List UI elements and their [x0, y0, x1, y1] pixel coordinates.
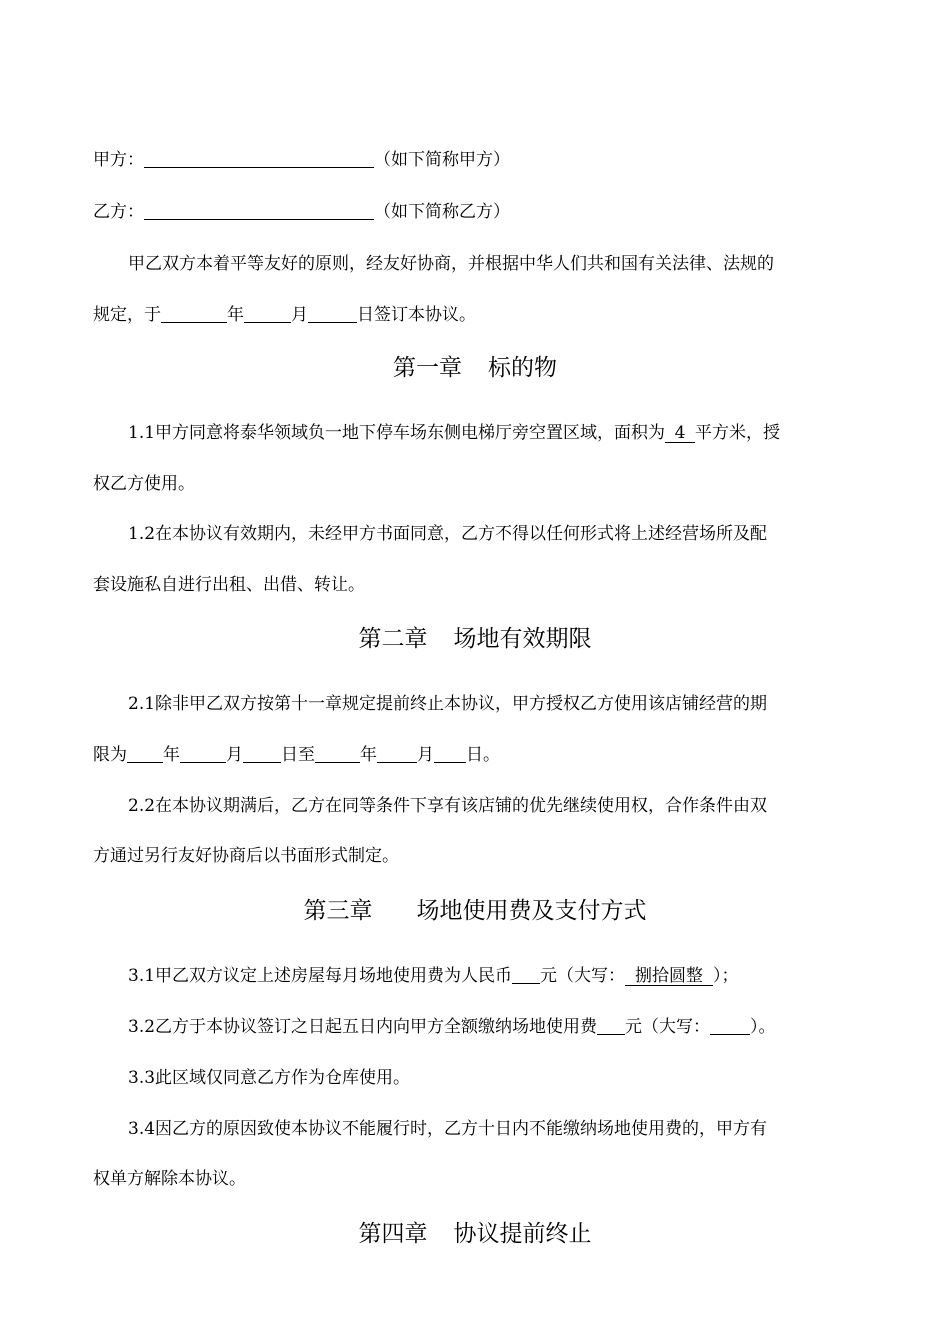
clause-1-2-line-1 [128, 522, 767, 546]
clause-1-1-line-2 [93, 472, 195, 496]
monthly-fee-blank[interactable] [512, 965, 540, 984]
chapter-4-title: 协议提前终止 [453, 1221, 592, 1247]
chapter-1-heading [0, 353, 950, 383]
clause-3-2-text-c: ）。 [750, 1017, 776, 1037]
preamble-text-1: 甲乙双方本着平等友好的原则，经友好协商，并根据中华人们共和国有关法律、法规的 [128, 254, 774, 274]
party-a-line [93, 148, 510, 172]
start-year-blank[interactable] [127, 744, 163, 763]
preamble-line-1 [128, 252, 774, 276]
clause-1-2-line-2 [93, 573, 365, 597]
year-label: 年 [227, 305, 244, 325]
preamble-line-2 [93, 303, 476, 327]
clause-3-3-line [128, 1066, 410, 1090]
clause-1-1-text-c: 权乙方使用。 [93, 474, 195, 494]
chapter-4-heading [0, 1219, 950, 1249]
clause-3-1-text-c: ）； [713, 966, 739, 986]
party-b-line [93, 200, 510, 224]
end-day-blank[interactable] [434, 744, 466, 763]
end-month-label: 月 [417, 745, 434, 765]
preamble-text-2b: 签订本协议。 [374, 305, 476, 325]
full-fee-words-blank[interactable] [710, 1016, 750, 1035]
clause-2-2-line-2 [93, 844, 399, 868]
clause-2-1-text-a: 2.1除非甲乙双方按第十一章规定提前终止本协议，甲方授权乙方使用该店铺经营的期 [128, 694, 768, 714]
party-b-blank[interactable] [144, 201, 374, 220]
fee-amount-words[interactable]: 捌拾圆整 [625, 967, 713, 986]
end-year-label: 年 [360, 745, 377, 765]
chapter-2-title: 场地有效期限 [453, 626, 592, 652]
day-label: 日 [357, 305, 374, 325]
party-a-label: 甲方： [93, 150, 144, 170]
chapter-3-number: 第三章 [303, 898, 373, 924]
chapter-3-title: 场地使用费及支付方式 [416, 898, 647, 924]
full-fee-blank[interactable] [597, 1016, 625, 1035]
clause-3-1-text-b: 元（大写： [540, 966, 626, 986]
to-label: 日至 [281, 745, 315, 765]
chapter-3-heading [0, 896, 950, 926]
party-a-blank[interactable] [144, 149, 374, 168]
clause-3-2-text-a: 3.2乙方于本协议签订之日起五日内向甲方全额缴纳场地使用费 [128, 1017, 598, 1037]
clause-3-4-text-b: 权单方解除本协议。 [93, 1169, 246, 1189]
start-month-label: 月 [226, 745, 243, 765]
month-label: 月 [291, 305, 308, 325]
clause-3-2-line [128, 1015, 776, 1039]
clause-3-3-text: 3.3此区域仅同意乙方作为仓库使用。 [128, 1068, 411, 1088]
clause-2-2-line-1 [128, 794, 767, 818]
clause-2-1-line-2 [93, 743, 500, 767]
clause-2-2-text-b: 方通过另行友好协商后以书面形式制定。 [93, 846, 399, 866]
clause-2-1-text-b: 限为 [93, 745, 127, 765]
sign-month-blank[interactable] [244, 304, 291, 323]
clause-3-4-line-2 [93, 1167, 246, 1191]
preamble-text-2a: 规定，于 [93, 305, 161, 325]
clause-2-2-text-a: 2.2在本协议期满后，乙方在同等条件下享有该店铺的优先继续使用权，合作条件由双 [128, 796, 768, 816]
clause-2-1-line-1 [128, 692, 767, 716]
start-month-blank[interactable] [180, 744, 226, 763]
chapter-4-number: 第四章 [358, 1221, 428, 1247]
clause-1-2-text-a: 1.2在本协议有效期内，未经甲方书面同意，乙方不得以任何形式将上述经营场所及配 [128, 524, 768, 544]
end-year-blank[interactable] [315, 744, 360, 763]
chapter-1-number: 第一章 [393, 355, 462, 381]
sign-year-blank[interactable] [161, 304, 227, 323]
start-day-blank[interactable] [243, 744, 281, 763]
chapter-2-number: 第二章 [358, 626, 428, 652]
party-b-suffix: （如下简称乙方） [374, 202, 510, 222]
clause-3-1-line [128, 964, 739, 988]
chapter-1-title: 标的物 [488, 355, 557, 381]
party-b-label: 乙方： [93, 202, 144, 222]
clause-1-1-text-a: 1.1甲方同意将泰华领域负一地下停车场东侧电梯厅旁空置区域，面积为 [128, 423, 666, 443]
clause-3-1-text-a: 3.1甲乙双方议定上述房屋每月场地使用费为人民币 [128, 966, 513, 986]
end-label: 日。 [466, 745, 500, 765]
clause-3-2-text-b: 元（大写： [625, 1017, 711, 1037]
clause-1-2-text-b: 套设施私自进行出租、出借、转让。 [93, 575, 365, 595]
start-year-label: 年 [163, 745, 180, 765]
area-value[interactable]: 4 [665, 424, 695, 443]
end-month-blank[interactable] [377, 744, 417, 763]
clause-3-4-line-1 [128, 1117, 767, 1141]
sign-day-blank[interactable] [308, 304, 357, 323]
clause-1-1-line-1 [128, 421, 780, 445]
chapter-2-heading [0, 624, 950, 654]
clause-3-4-text-a: 3.4因乙方的原因致使本协议不能履行时，乙方十日内不能缴纳场地使用费的，甲方有 [128, 1119, 768, 1139]
clause-1-1-text-b: 平方米，授 [695, 423, 781, 443]
party-a-suffix: （如下简称甲方） [374, 150, 510, 170]
